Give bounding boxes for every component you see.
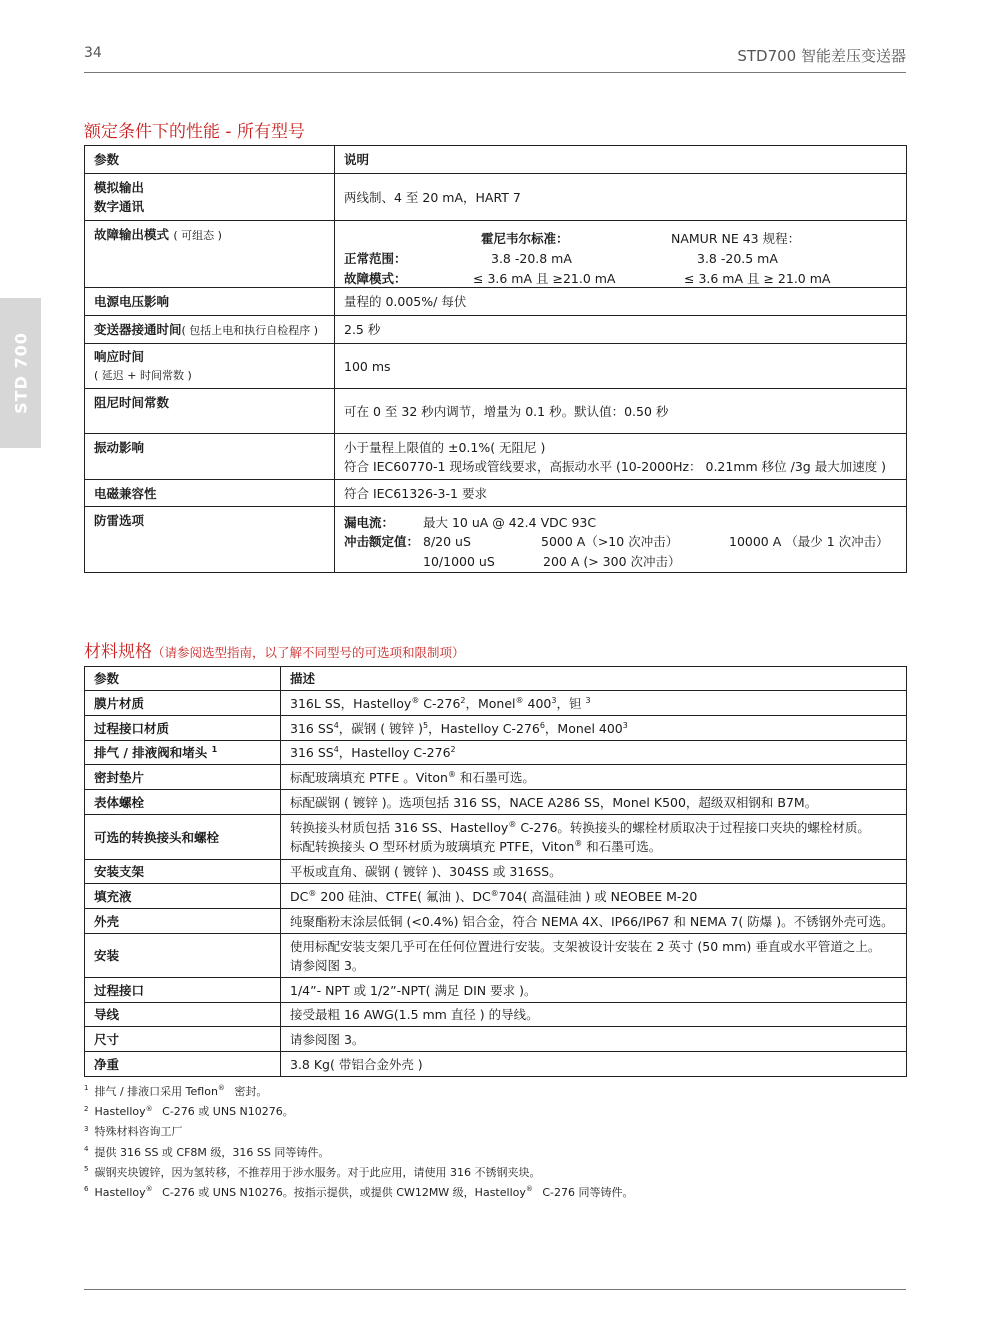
- table-row: [85, 934, 907, 978]
- diaphragm-part-3: ，Monel: [465, 695, 516, 711]
- table-row: [85, 691, 907, 716]
- adapter-l2-sup: ®: [574, 838, 583, 848]
- row-value: 纯聚酯粉末涂层低铜 (<0.4%) 铝合金，符合 NEMA 4X、IP66/IP67 和 NEMA 7( 防爆 )。不锈钢外壳可选。: [281, 909, 907, 934]
- row-label: 过程接口材质: [85, 716, 281, 741]
- diaphragm-sup-1: ®: [411, 695, 420, 705]
- table-row: [85, 716, 907, 741]
- row-label: 填充液: [85, 884, 281, 909]
- namur-standard: NAMUR NE 43 规程：: [671, 231, 801, 246]
- table-row: [85, 1052, 907, 1077]
- row-value: [281, 691, 907, 716]
- performance-table: [84, 145, 907, 573]
- adapter-l2-a: 标配转换接头 O 型环材质为玻璃填充 PTFE，Viton: [290, 839, 575, 854]
- row-label: 防雷选项: [85, 507, 335, 573]
- failure-note: ( 可组态 ): [173, 229, 222, 242]
- table-row: [85, 815, 907, 860]
- row-value: 标配碳钢 ( 镀锌 )。选项包括 316 SS，NACE A286 SS，Monel K500，超级双相钢和 B7M。: [281, 790, 907, 815]
- footnote-text: Hastelloy: [94, 1105, 146, 1119]
- fill-part-2: 200 硅油、CTFE( 氟油 )、DC: [316, 888, 491, 904]
- row-label: 膜片材质: [85, 691, 281, 716]
- row-label: [85, 221, 335, 288]
- row-value: 接受最粗 16 AWG(1.5 mm 直径 ) 的导线。: [281, 1003, 907, 1027]
- footnote-number: 3: [84, 1124, 89, 1133]
- footnote: [84, 1122, 906, 1142]
- footer-divider: [84, 1289, 906, 1290]
- failure-value: [335, 221, 907, 288]
- table-row: [85, 316, 907, 344]
- page-number: 34: [84, 45, 102, 61]
- surge-200a: 200 A (> 300 次冲击）: [543, 553, 681, 569]
- surge-10000a: 10000 A （最少 1 次冲击）: [729, 533, 889, 549]
- mounting-line-1: 使用标配安装支架几乎可在任何位置进行安装。支架被设计安装在 2 英寸 (50 mm) 垂直或水平管道之上。: [290, 938, 881, 954]
- row-label: 安装支架: [85, 860, 281, 884]
- surge-5000a: 5000 A（>10 次冲击）: [541, 533, 679, 549]
- table-header-row: [85, 146, 907, 174]
- row-label: 过程接口: [85, 978, 281, 1003]
- response-note: ( 延迟 + 时间常数 ): [94, 369, 192, 382]
- table-row: [85, 480, 907, 507]
- row-value: 100 ms: [335, 344, 907, 389]
- fail-label: 故障模式：: [344, 271, 407, 286]
- footnote-number: 4: [84, 1144, 89, 1153]
- row-label: 密封垫片: [85, 765, 281, 790]
- footnote-text: 特殊材料咨询工厂: [94, 1125, 183, 1139]
- pcm-sup-1: 4: [333, 720, 339, 730]
- adapter-l1-b: C-276。转换接头的螺栓材质取决于过程接口夹块的螺栓材质。: [516, 820, 870, 835]
- table-row: [85, 741, 907, 765]
- row-value: 符合 IEC61326-3-1 要求: [335, 480, 907, 507]
- footnote-sup: ®: [145, 1104, 153, 1113]
- materials-section-title: [84, 637, 465, 662]
- table-row: [85, 389, 907, 434]
- row-label: 外壳: [85, 909, 281, 934]
- row-label: 可选的转换接头和螺栓: [85, 815, 281, 860]
- footnote-text: C-276 或 UNS N10276。按指示提供，或提供 CW12MW 级，Hastelloy: [158, 1186, 526, 1200]
- gasket-part-1: 标配玻璃填充 PTFE 。Viton: [290, 769, 448, 785]
- footnote-text: C-276 同等铸件。: [538, 1186, 634, 1200]
- pcm-sup-2: 5: [422, 720, 429, 730]
- footnote: [84, 1082, 906, 1102]
- pcm-sup-3: 6: [539, 720, 545, 730]
- footnote-text: 提供 316 SS 或 CF8M 级，316 SS 同等铸件。: [94, 1145, 330, 1159]
- mounting-line-2: 请参阅图 3。: [290, 957, 365, 973]
- row-value: [281, 815, 907, 860]
- surge-8-20: 8/20 uS: [423, 533, 471, 549]
- row-label: [85, 344, 335, 389]
- footnote: [84, 1102, 906, 1122]
- row-value: 平板或直角、碳钢 ( 镀锌 )、304SS 或 316SS。: [281, 860, 907, 884]
- leak-label: 漏电流：: [344, 514, 395, 530]
- diaphragm-part-1: 316L SS，Hastelloy: [290, 695, 412, 711]
- honeywell-standard: 霍尼韦尔标准：: [481, 231, 569, 246]
- header-param: 参数: [85, 667, 281, 691]
- table-row: [85, 860, 907, 884]
- row-value: [281, 884, 907, 909]
- fill-sup-1: ®: [308, 888, 317, 898]
- row-label: [85, 174, 335, 221]
- diaphragm-sup-3: ®: [515, 695, 524, 705]
- row-value: 量程的 0.005%/ 每伏: [335, 288, 907, 316]
- normal-label: 正常范围：: [344, 251, 407, 266]
- pcm-part-2: ，碳钢 ( 镀锌 ): [338, 720, 423, 736]
- footnote-number: 5: [84, 1165, 89, 1174]
- footnote: [84, 1143, 906, 1163]
- table-header-row: [85, 667, 907, 691]
- footnote-number: 2: [84, 1104, 89, 1113]
- table-row: [85, 978, 907, 1003]
- adapter-l1-a: 转换接头材质包括 316 SS、Hastelloy: [290, 820, 509, 835]
- surge-label: 冲击额定值：: [344, 533, 420, 549]
- normal-honeywell: 3.8 -20.8 mA: [491, 251, 572, 266]
- adapter-line-2: [290, 837, 906, 856]
- materials-table: [84, 666, 907, 1077]
- footnote-text: 排气 / 排液口采用 Teflon: [94, 1085, 218, 1098]
- turnon-label: 变送器接通时间: [94, 321, 182, 337]
- row-label: 电源电压影响: [85, 288, 335, 316]
- footnote: [84, 1183, 906, 1203]
- row-value: [281, 765, 907, 790]
- label-digital: 数字通讯: [94, 199, 145, 214]
- footnote-number: 1: [84, 1084, 89, 1093]
- row-value: 请参阅图 3。: [281, 1027, 907, 1052]
- fill-part-3: 704( 高温硅油 ) 或 NEOBEE M-20: [498, 888, 698, 904]
- footnote-text: 碳钢夹块镀锌，因为氢转移，不推荐用于涉水服务。对于此应用，请使用 316 不锈钢夹块。: [94, 1165, 541, 1179]
- pcm-part-1: 316 SS: [290, 720, 334, 736]
- row-value: 可在 0 至 32 秒内调节，增量为 0.1 秒。默认值：0.50 秒: [335, 389, 907, 434]
- turnon-note: ( 包括上电和执行自检程序 ): [181, 323, 319, 337]
- row-label: 阻尼时间常数: [85, 389, 335, 434]
- fill-part-1: DC: [290, 888, 309, 904]
- row-label: 安装: [85, 934, 281, 978]
- header-divider: [84, 72, 906, 73]
- pcm-part-4: ，Monel 400: [544, 720, 623, 736]
- fill-sup-2: ®: [490, 888, 499, 898]
- diaphragm-part-5: ，钽: [556, 695, 586, 711]
- footnote-sup: ®: [525, 1185, 533, 1194]
- pcm-part-3: ，Hastelloy C-276: [428, 720, 540, 736]
- table-row: [85, 434, 907, 480]
- footnote-sup: ®: [145, 1185, 153, 1194]
- row-value: [281, 716, 907, 741]
- header-param: 参数: [85, 146, 335, 174]
- table-row: [85, 790, 907, 815]
- vent-part-1: 316 SS: [290, 745, 334, 760]
- gasket-part-2: 和石墨可选。: [455, 769, 535, 785]
- vent-sup-1: 4: [333, 744, 339, 754]
- adapter-l1-sup: ®: [508, 819, 517, 829]
- vent-label: 排气 / 排液阀和堵头: [94, 745, 208, 760]
- row-label: 尺寸: [85, 1027, 281, 1052]
- table-row: [85, 765, 907, 790]
- gasket-sup: ®: [447, 769, 456, 779]
- table-row: [85, 288, 907, 316]
- table-row: [85, 1003, 907, 1027]
- vent-label-sup: 1: [211, 744, 218, 754]
- footnote-number: 6: [84, 1185, 89, 1194]
- lightning-value: [335, 507, 907, 573]
- table-row: [85, 909, 907, 934]
- materials-title: 材料规格: [84, 642, 152, 662]
- row-value: 3.8 Kg( 带铝合金外壳 ): [281, 1052, 907, 1077]
- response-label: 响应时间: [94, 349, 145, 364]
- leak-value: 最大 10 uA @ 42.4 VDC 93C: [423, 514, 597, 530]
- footnote-text: 密封。: [230, 1085, 268, 1098]
- diaphragm-sup-5: 3: [585, 695, 591, 705]
- footnotes: [84, 1082, 906, 1203]
- row-value: 2.5 秒: [335, 316, 907, 344]
- adapter-l2-b: 和石墨可选。: [582, 839, 662, 854]
- row-label: [85, 741, 281, 765]
- footnote-text: C-276 或 UNS N10276。: [158, 1105, 294, 1119]
- row-label: 净重: [85, 1052, 281, 1077]
- row-value: 1/4”- NPT 或 1/2”-NPT( 满足 DIN 要求 )。: [281, 978, 907, 1003]
- table-row: [85, 344, 907, 389]
- row-label: 电磁兼容性: [85, 480, 335, 507]
- header-desc: 描述: [281, 667, 907, 691]
- header-desc: 说明: [335, 146, 907, 174]
- performance-section-title: 额定条件下的性能 - 所有型号: [84, 122, 305, 142]
- row-value: [335, 434, 907, 480]
- failure-label: 故障输出模式: [94, 227, 170, 242]
- materials-title-note: （请参阅选型指南，以了解不同型号的可选项和限制项）: [152, 645, 465, 660]
- footnote: [84, 1163, 906, 1183]
- pcm-sup-4: 3: [622, 720, 628, 730]
- vibration-line-2: 符合 IEC60770-1 现场或管线要求，高振动水平 (10-2000Hz： 0.21mm 移位 /3g 最大加速度 ): [344, 458, 887, 474]
- vent-sup-2: 2: [450, 744, 456, 754]
- side-tab-label: STD 700: [11, 332, 30, 414]
- document-title: STD700 智能差压变送器: [737, 47, 906, 65]
- table-row: [85, 1027, 907, 1052]
- row-label: 导线: [85, 1003, 281, 1027]
- adapter-line-1: [290, 818, 906, 837]
- diaphragm-part-2: C-276: [419, 695, 461, 711]
- normal-namur: 3.8 -20.5 mA: [697, 251, 778, 266]
- table-row: [85, 174, 907, 221]
- diaphragm-sup-4: 3: [551, 695, 557, 705]
- footnote-text: Hastelloy: [94, 1186, 146, 1200]
- row-value: [281, 934, 907, 978]
- surge-10-1000: 10/1000 uS: [423, 553, 495, 569]
- fail-namur: ≤ 3.6 mA 且 ≥ 21.0 mA: [684, 271, 831, 286]
- row-label: 振动影响: [85, 434, 335, 480]
- diaphragm-part-4: 400: [523, 695, 552, 711]
- table-row: [85, 507, 907, 573]
- table-row: [85, 221, 907, 288]
- vent-part-2: ，Hastelloy C-276: [338, 745, 451, 760]
- row-value: [281, 741, 907, 765]
- table-row: [85, 884, 907, 909]
- analog-value: 两线制、4 至 20 mA，HART 7: [335, 174, 907, 221]
- fail-honeywell: ≤ 3.6 mA 且 ≥21.0 mA: [473, 271, 616, 286]
- diaphragm-sup-2: 2: [460, 695, 466, 705]
- footnote-sup: ®: [217, 1084, 225, 1093]
- side-tab: [0, 298, 41, 448]
- vibration-line-1: 小于量程上限值的 ±0.1%( 无阻尼 ): [344, 439, 546, 455]
- label-analog: 模拟输出: [94, 180, 145, 195]
- row-label: [85, 316, 335, 344]
- row-label: 表体螺栓: [85, 790, 281, 815]
